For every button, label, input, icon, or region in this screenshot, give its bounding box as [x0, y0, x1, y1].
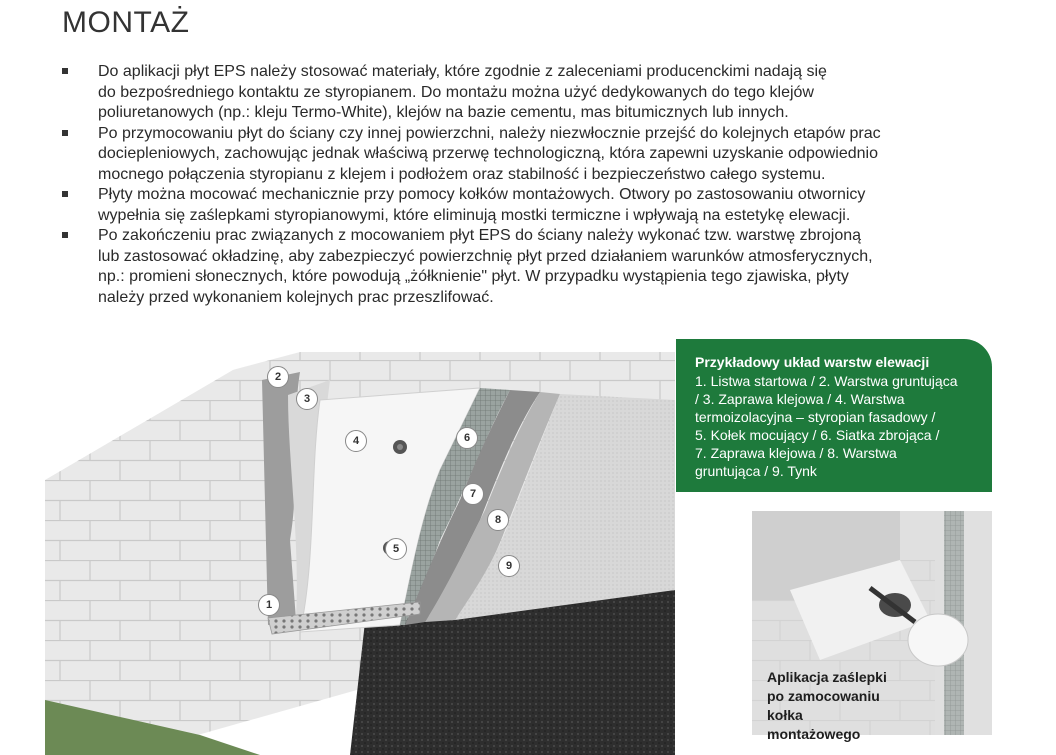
bullet-line: należy przed wykonaniem kolejnych prac przeszlifować.: [98, 288, 494, 306]
legend-line: / 3. Zaprawa klejowa / 4. Warstwa: [695, 391, 905, 407]
legend-title: Przykładowy układ warstw elewacji: [695, 354, 930, 370]
inset-caption-line: Aplikacja zaślepki: [767, 669, 887, 685]
bullet-list: [60, 62, 990, 308]
layer-marker-3: 3: [296, 388, 318, 410]
bullet-line: np.: promieni słonecznych, które powodują „żółknienie" płyt. W przypadku wystąpienia tego zjawiska, płyty: [98, 268, 849, 285]
layer-marker-1: 1: [258, 594, 280, 616]
layer-marker-7: 7: [462, 483, 484, 505]
bullet-line: Płyty można mocować mechanicznie przy pomocy kołków montażowych. Otwory po zastosowaniu otwornicy: [98, 186, 866, 203]
legend-line: termoizolacyjna – styropian fasadowy /: [695, 409, 936, 425]
bullet-line: do bezpośredniego kontaktu ze styropianem. Do montażu można użyć dedykowanych do tego klejów: [98, 83, 814, 101]
bullet-item: [60, 124, 990, 186]
legend-line: gruntująca / 9. Tynk: [695, 463, 817, 479]
bullet-line: dociepleniowych, zachowując jednak właściwą przerwę technologiczną, która zapewni uzyskanie odpowiednio: [98, 145, 878, 162]
bullet-square-icon: [62, 191, 68, 197]
bullet-line: poliuretanowych (np.: kleju Termo-White), klejów na bazie cementu, mas bitumicznych lub innych.: [98, 104, 789, 121]
inset-caption-line: montażowego: [767, 726, 861, 742]
bullet-item: [60, 185, 990, 226]
layer-marker-4: 4: [345, 430, 367, 452]
inset-caption: [767, 668, 917, 744]
bullet-square-icon: [62, 68, 68, 74]
layer-marker-5: 5: [385, 538, 407, 560]
bullet-square-icon: [62, 232, 68, 238]
bullet-line: wypełnia się zaślepkami styropianowymi, które eliminują mostki termiczne i wpływają na estetykę elewacji.: [98, 206, 851, 224]
bullet-line: lub zastosować okładzinę, aby zabezpieczyć powierzchnię płyt przed działaniem warunków atmosferycznych,: [98, 247, 873, 265]
layers-legend: [676, 339, 992, 492]
bullet-square-icon: [62, 130, 68, 136]
bullet-item: [60, 62, 990, 124]
legend-line: 7. Zaprawa klejowa / 8. Warstwa: [695, 445, 897, 461]
layer-marker-8: 8: [487, 509, 509, 531]
legend-line: 1. Listwa startowa / 2. Warstwa gruntująca: [695, 373, 958, 389]
page-title: MONTAŻ: [62, 6, 190, 39]
layer-marker-2: 2: [267, 366, 289, 388]
bullet-line: Po zakończeniu prac związanych z mocowaniem płyt EPS do ściany należy wykonać tzw. warstwę zbrojoną: [98, 227, 862, 244]
layer-marker-9: 9: [498, 555, 520, 577]
legend-line: 5. Kołek mocujący / 6. Siatka zbrojąca /: [695, 427, 940, 443]
bullet-line: Po przymocowaniu płyt do ściany czy innej powierzchni, należy niezwłocznie przejść do kolejnych etapów prac: [98, 124, 881, 142]
inset-caption-line: po zamocowaniu kołka: [767, 688, 880, 723]
bullet-item: [60, 226, 990, 308]
bullet-line: mocnego połączenia styropianu z klejem i podłożem oraz stabilność i bezpieczeństwo całego systemu.: [98, 165, 826, 183]
bullet-line: Do aplikacji płyt EPS należy stosować materiały, które zgodnie z zaleceniami producenckimi nadają się: [98, 63, 827, 80]
layer-marker-6: 6: [456, 427, 478, 449]
